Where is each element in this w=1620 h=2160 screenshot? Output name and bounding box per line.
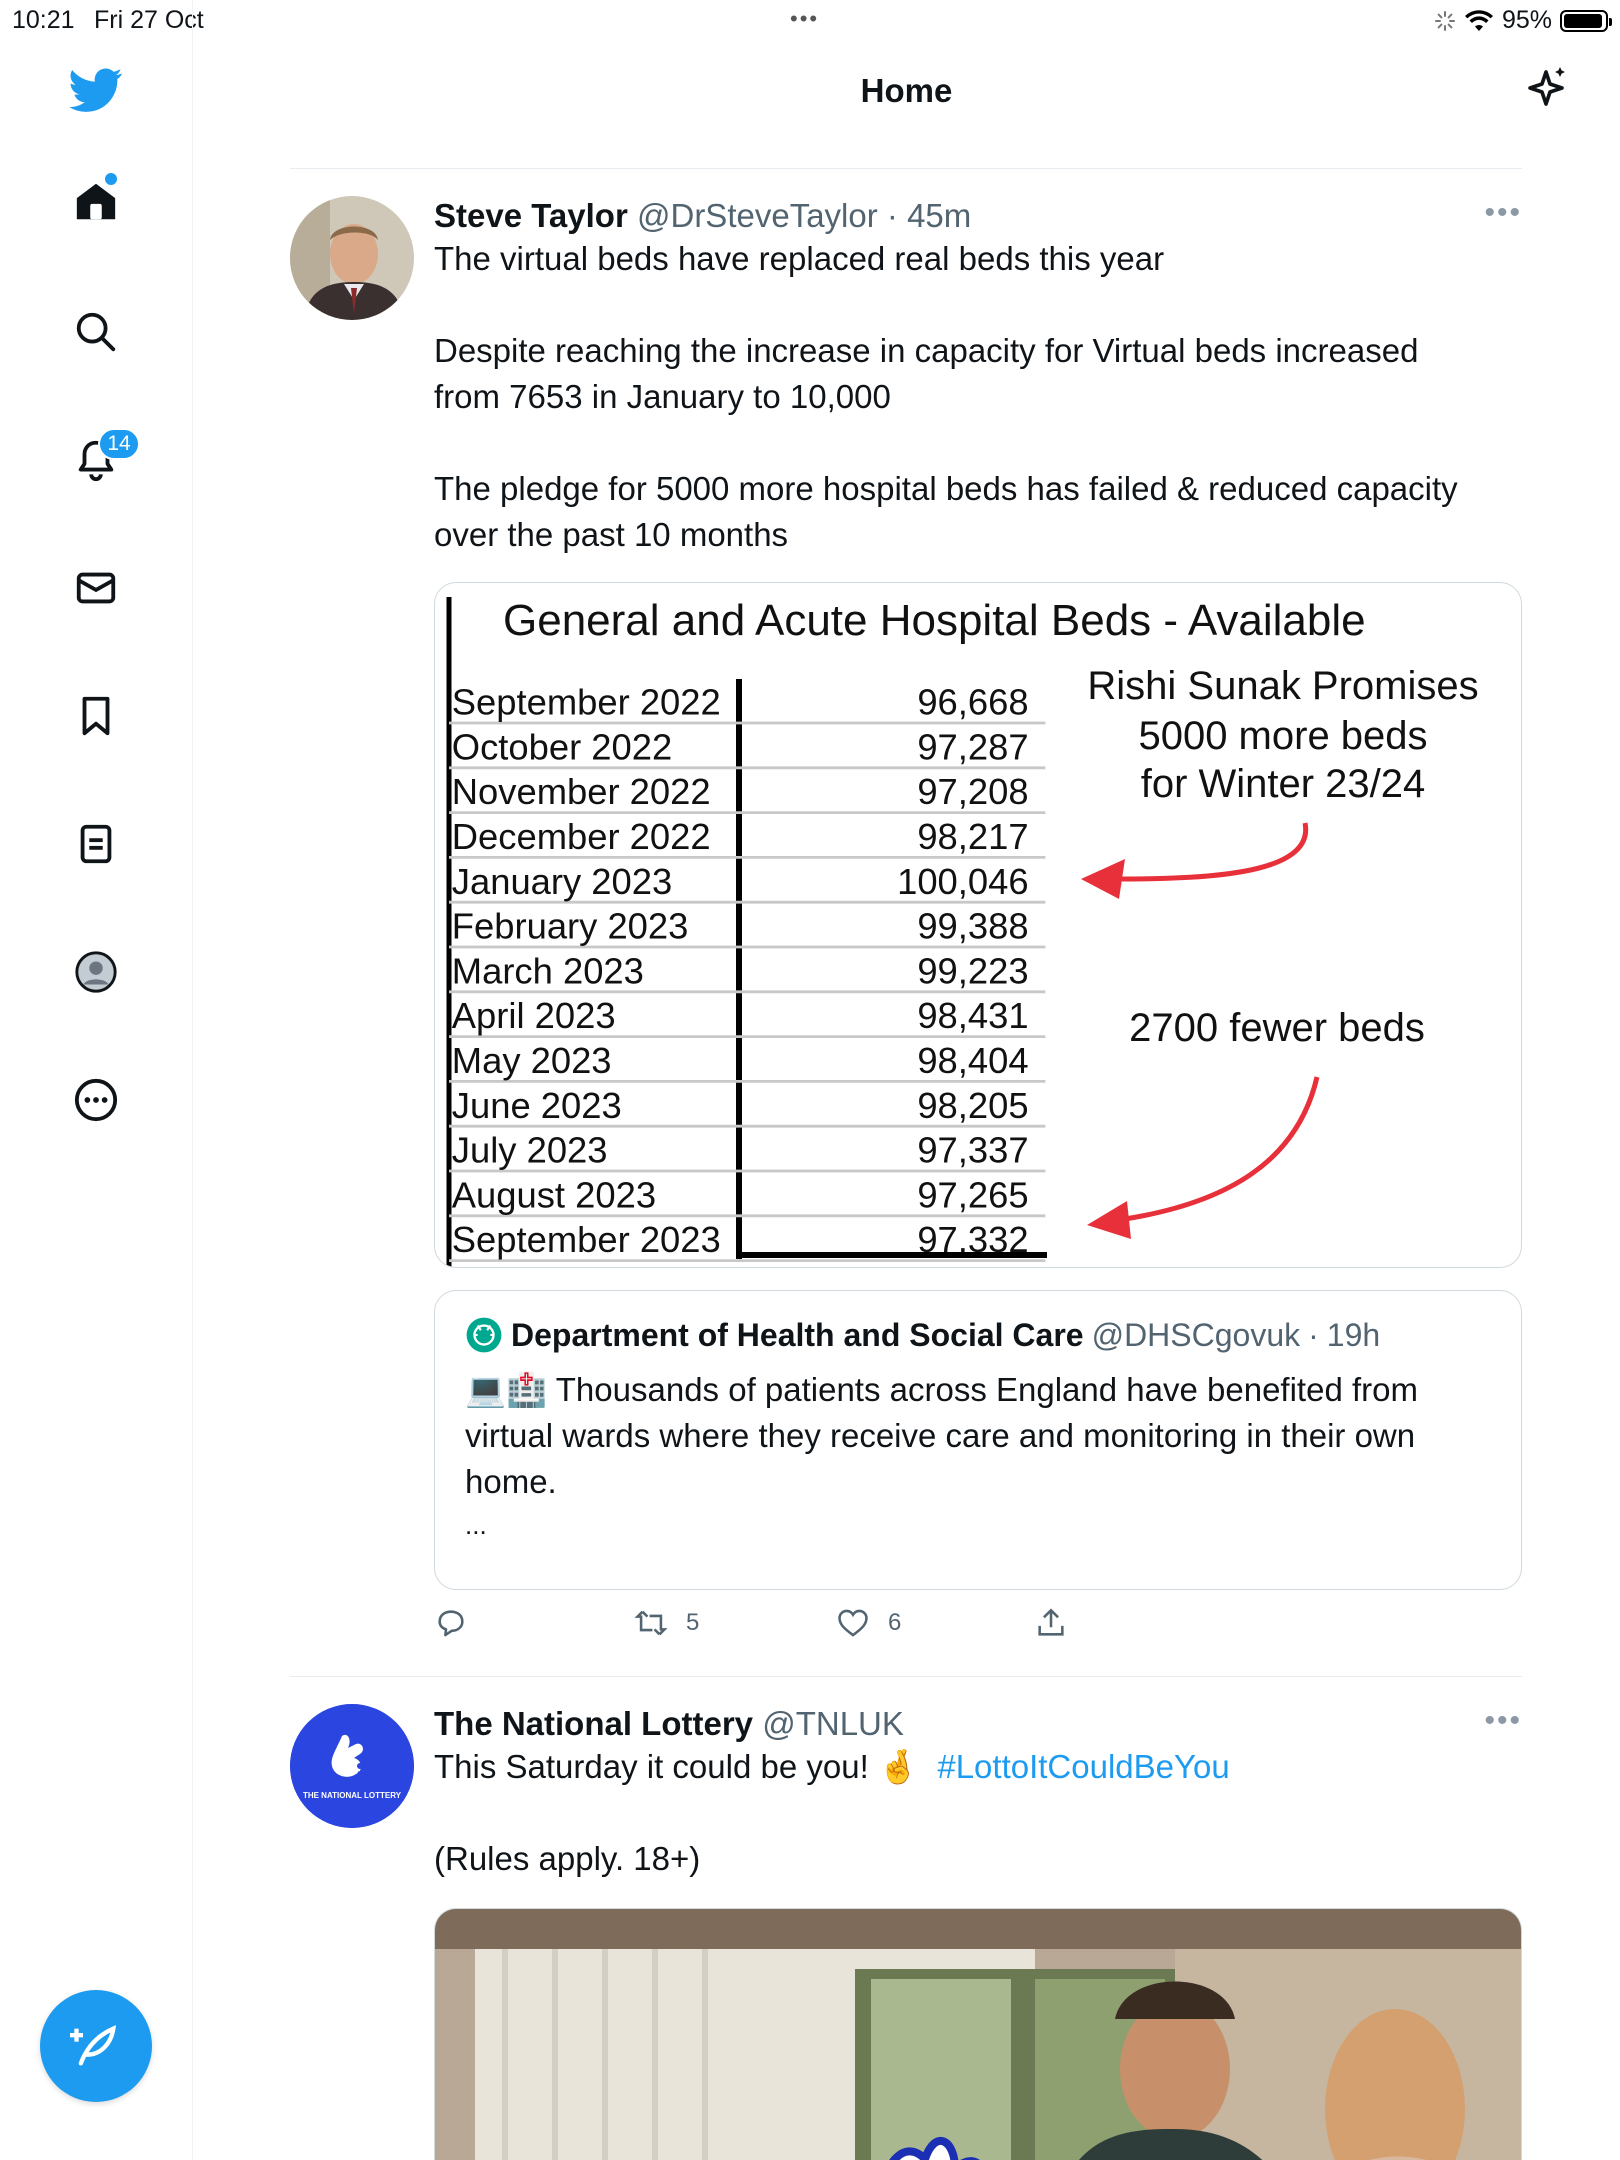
multitasking-dots[interactable]: ••• bbox=[790, 6, 820, 31]
table-value-cell: 98,217 bbox=[917, 816, 1029, 857]
status-date: Fri 27 Oct bbox=[94, 6, 204, 34]
tweet-line: This Saturday it could be you! 🤞 bbox=[434, 1748, 919, 1785]
bookmark-icon bbox=[73, 693, 119, 739]
table-value-cell: 97,265 bbox=[917, 1174, 1029, 1216]
author-handle[interactable]: @DrSteveTaylor bbox=[636, 197, 878, 234]
feather-plus-icon bbox=[70, 2020, 122, 2072]
author-handle[interactable]: @TNLUK bbox=[762, 1705, 904, 1742]
author-name[interactable]: The National Lottery bbox=[434, 1705, 754, 1742]
status-time: 10:21 bbox=[12, 6, 75, 34]
page-title: Home bbox=[860, 72, 953, 109]
annotation-promise-line2: 5000 more beds bbox=[1138, 714, 1428, 758]
notifications-badge: 14 bbox=[98, 428, 140, 460]
table-rows bbox=[449, 682, 1045, 1261]
tweet-text bbox=[434, 236, 1522, 558]
list-icon bbox=[73, 821, 119, 867]
quoted-line: Thousands of patients across England have benefited from bbox=[555, 1371, 1418, 1408]
tweet-paragraph: The virtual beds have replaced real beds this year bbox=[434, 240, 1165, 277]
status-bar bbox=[0, 0, 1620, 40]
red-arrowhead-down bbox=[1087, 1201, 1131, 1239]
tweet-header bbox=[434, 1704, 1522, 1744]
reply-button[interactable] bbox=[434, 1606, 468, 1640]
table-month-cell: April 2023 bbox=[451, 995, 616, 1037]
nav-messages[interactable] bbox=[64, 556, 128, 620]
twitter-logo-icon[interactable] bbox=[64, 58, 128, 122]
tweet-image[interactable] bbox=[434, 582, 1522, 1268]
quoted-tweet-text bbox=[465, 1367, 1491, 1545]
table-value-cell: 100,046 bbox=[897, 860, 1029, 902]
image-title: General and Acute Hospital Beds - Available bbox=[503, 596, 1366, 645]
table-value-cell: 98,431 bbox=[917, 995, 1029, 1037]
author-avatar[interactable] bbox=[290, 196, 414, 320]
nav-bookmarks[interactable] bbox=[64, 684, 128, 748]
share-button[interactable] bbox=[1034, 1606, 1068, 1640]
table-value-cell: 99,223 bbox=[917, 950, 1029, 992]
table-month-cell: July 2023 bbox=[451, 1129, 608, 1171]
nav-lists[interactable] bbox=[64, 812, 128, 876]
tweet[interactable] bbox=[290, 196, 1522, 1656]
table-value-cell: 97,337 bbox=[917, 1129, 1029, 1171]
tweet-divider bbox=[290, 1676, 1522, 1677]
tweet-text bbox=[434, 1744, 1522, 1882]
video-thumbnail bbox=[435, 1909, 1522, 2160]
government-crest-icon bbox=[465, 1316, 503, 1354]
status-right bbox=[1434, 6, 1608, 35]
quoted-author-handle[interactable]: @DHSCgovuk bbox=[1091, 1317, 1301, 1353]
tweet-paragraph: over the past 10 months bbox=[434, 516, 789, 553]
tweet-more-button[interactable]: ••• bbox=[1484, 1704, 1522, 1737]
tweet-actions bbox=[434, 1606, 1134, 1646]
tweet-paragraph: Despite reaching the increase in capacity for Virtual beds increased bbox=[434, 332, 1419, 369]
table-month-cell: September 2022 bbox=[451, 681, 721, 723]
search-icon bbox=[73, 309, 119, 355]
red-arrow-down bbox=[1125, 1077, 1317, 1219]
quoted-tweet-header bbox=[465, 1315, 1491, 1355]
quoted-timestamp[interactable]: 19h bbox=[1326, 1317, 1381, 1353]
compose-tweet-button[interactable] bbox=[40, 1990, 152, 2102]
tweet-more-button[interactable]: ••• bbox=[1484, 196, 1522, 229]
quoted-tweet[interactable] bbox=[434, 1290, 1522, 1590]
table-value-cell: 97,332 bbox=[917, 1219, 1029, 1261]
table-month-cell: September 2023 bbox=[451, 1219, 721, 1261]
table-value-cell: 98,404 bbox=[917, 1040, 1029, 1081]
lottery-logo-text: THE NATIONAL LOTTERY bbox=[302, 1791, 402, 1800]
nav-more[interactable] bbox=[64, 1068, 128, 1132]
table-value-cell: 99,388 bbox=[917, 905, 1029, 947]
tweet-line: (Rules apply. 18+) bbox=[434, 1840, 701, 1877]
table-value-cell: 98,205 bbox=[917, 1084, 1029, 1126]
retweet-icon bbox=[634, 1606, 668, 1640]
quoted-ellipsis: ... bbox=[465, 1510, 487, 1540]
loading-spinner-icon bbox=[1434, 10, 1456, 32]
hashtag-link[interactable]: #LottoItCouldBeYou bbox=[937, 1748, 1230, 1785]
sparkle-icon bbox=[1522, 64, 1570, 112]
annotation-fewer-beds: 2700 fewer beds bbox=[1129, 1006, 1425, 1050]
nav-profile[interactable] bbox=[64, 940, 128, 1004]
table-month-cell: June 2023 bbox=[451, 1084, 622, 1126]
reply-icon bbox=[434, 1606, 468, 1640]
quoted-line: home. bbox=[465, 1463, 557, 1500]
nav-home[interactable] bbox=[64, 170, 128, 234]
author-avatar[interactable] bbox=[290, 1704, 414, 1828]
retweet-count: 5 bbox=[686, 1609, 700, 1636]
sidebar-nav bbox=[0, 0, 193, 2160]
tweet-header bbox=[434, 196, 1522, 236]
red-arrow-up bbox=[1119, 823, 1306, 879]
share-icon bbox=[1034, 1606, 1068, 1640]
table-value-cell: 96,668 bbox=[917, 681, 1029, 723]
table-month-cell: November 2022 bbox=[451, 771, 711, 813]
table-month-cell: October 2022 bbox=[451, 726, 673, 768]
annotation-promise-line3: for Winter 23/24 bbox=[1140, 762, 1426, 806]
timeline-header bbox=[193, 40, 1620, 170]
table-value-cell: 97,208 bbox=[917, 771, 1029, 813]
tweet-paragraph: from 7653 in January to 10,000 bbox=[434, 378, 891, 415]
table-month-cell: December 2022 bbox=[451, 816, 711, 857]
top-tweets-toggle[interactable] bbox=[1522, 64, 1570, 117]
quoted-meta-separator: · bbox=[1308, 1317, 1319, 1353]
tweet-video[interactable] bbox=[434, 1908, 1522, 2160]
table-month-cell: January 2023 bbox=[451, 860, 673, 902]
wifi-icon bbox=[1464, 9, 1494, 33]
battery-icon bbox=[1560, 10, 1608, 32]
tweet[interactable] bbox=[290, 1704, 1522, 2160]
more-circle-icon bbox=[73, 1077, 119, 1123]
like-count: 6 bbox=[888, 1609, 902, 1636]
table-month-cell: May 2023 bbox=[451, 1040, 612, 1081]
home-icon bbox=[73, 179, 119, 225]
quoted-author-name[interactable]: Department of Health and Social Care bbox=[511, 1317, 1084, 1353]
quoted-line: virtual wards where they receive care and monitoring in their own bbox=[465, 1417, 1416, 1454]
heart-icon bbox=[836, 1606, 870, 1640]
tweet-timestamp[interactable]: 45m bbox=[907, 197, 972, 234]
tweet-paragraph: The pledge for 5000 more hospital beds has failed & reduced capacity bbox=[434, 470, 1458, 507]
laptop-hospital-emoji: 💻🏥 bbox=[465, 1371, 548, 1408]
author-name[interactable]: Steve Taylor bbox=[434, 197, 628, 234]
retweet-button[interactable] bbox=[634, 1606, 699, 1640]
hospital-beds-table-image bbox=[435, 583, 1522, 1268]
like-button[interactable] bbox=[836, 1606, 901, 1640]
profile-avatar-icon bbox=[73, 949, 119, 995]
table-month-cell: March 2023 bbox=[451, 950, 644, 992]
red-arrowhead-up bbox=[1081, 859, 1125, 899]
nav-explore[interactable] bbox=[64, 300, 128, 364]
envelope-icon bbox=[73, 565, 119, 611]
table-month-cell: August 2023 bbox=[451, 1174, 657, 1216]
table-month-cell: February 2023 bbox=[451, 905, 689, 947]
battery-percent: 95% bbox=[1501, 6, 1552, 34]
header-divider bbox=[290, 168, 1522, 169]
meta-separator: · bbox=[886, 197, 898, 234]
annotation-promise-line1: Rishi Sunak Promises bbox=[1087, 664, 1479, 708]
table-value-cell: 97,287 bbox=[917, 726, 1029, 768]
home-unread-dot bbox=[105, 173, 117, 185]
